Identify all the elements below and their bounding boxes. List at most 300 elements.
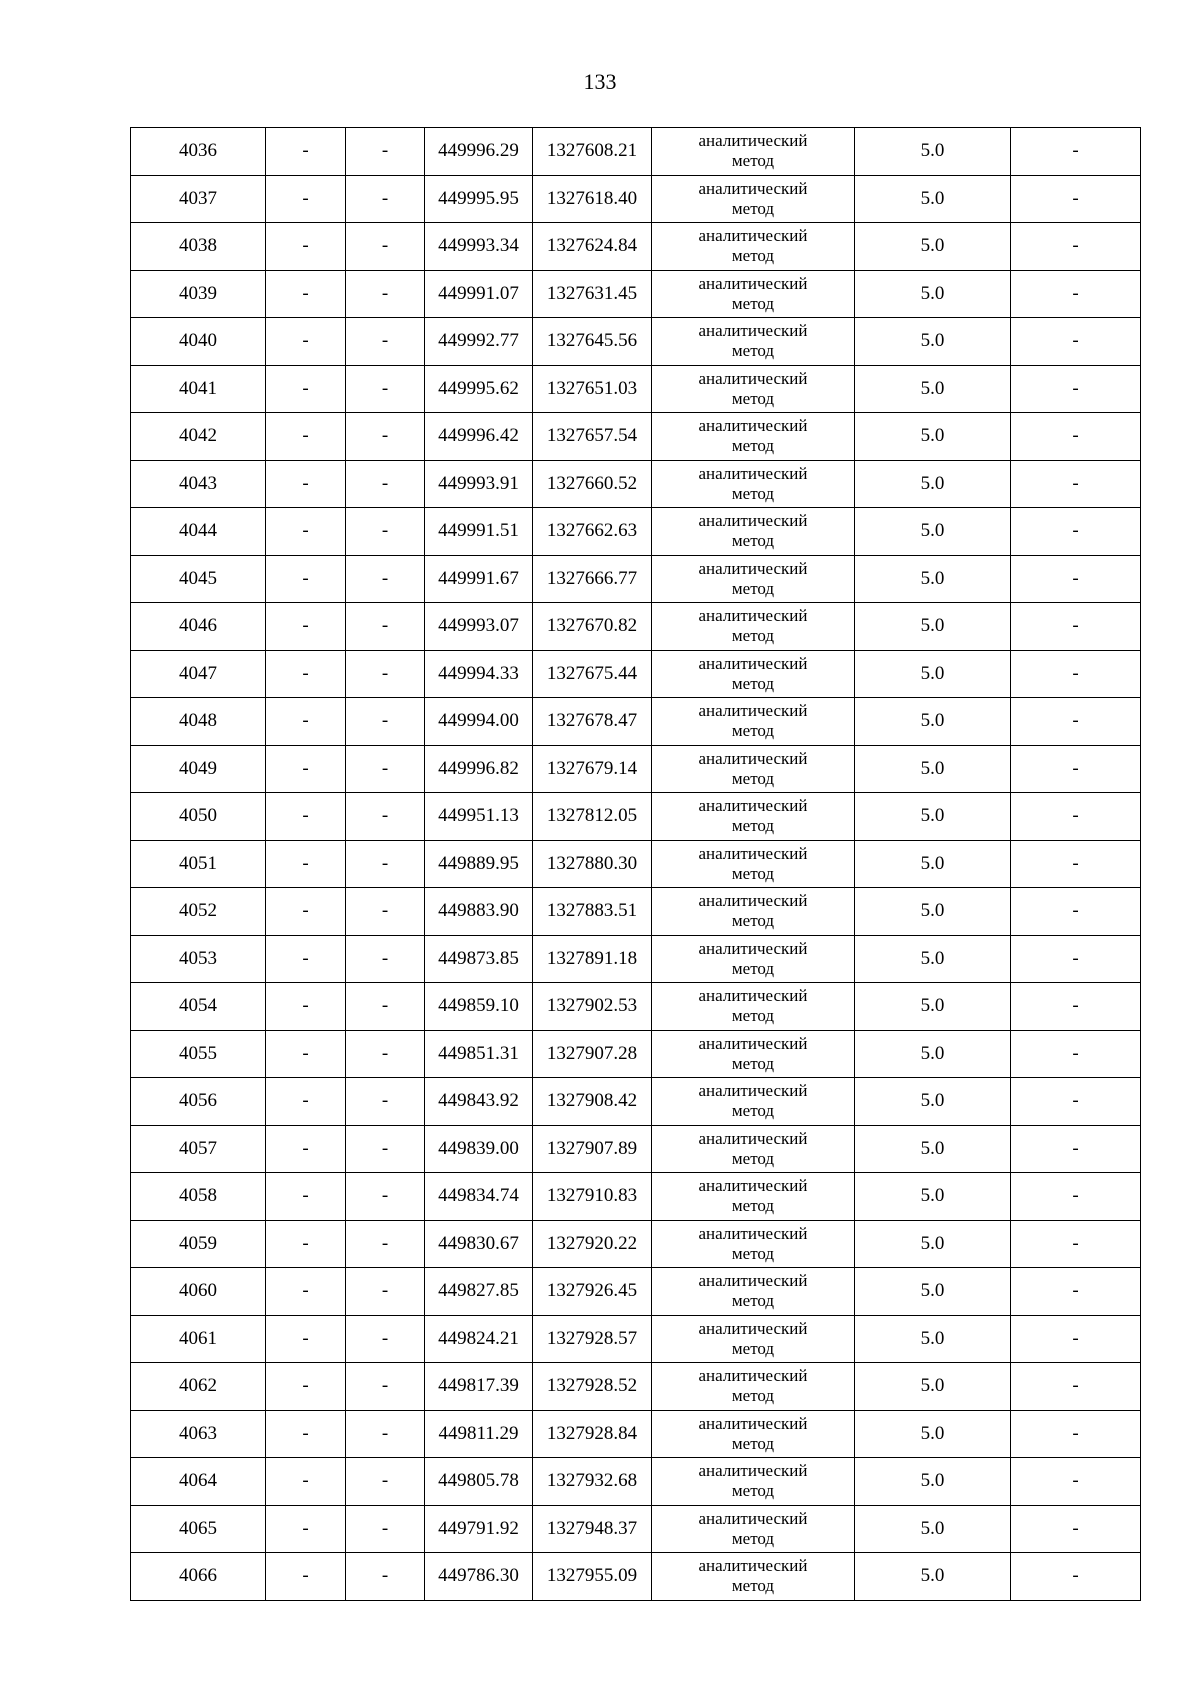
accuracy-cell: 5.0: [855, 603, 1011, 651]
empty-column-3-cell: -: [346, 793, 425, 841]
y-coordinate-cell: 1327624.84: [533, 223, 652, 271]
empty-column-2-cell: -: [266, 1030, 346, 1078]
method-text-line-1: аналитический: [698, 891, 808, 911]
x-coordinate-cell: 449839.00: [425, 1125, 533, 1173]
y-coordinate-cell: 1327948.37: [533, 1505, 652, 1553]
method-text-line-2: метод: [731, 1338, 775, 1358]
empty-column-8-cell: -: [1011, 745, 1141, 793]
table-row: [131, 508, 1141, 556]
empty-column-8-cell: -: [1011, 413, 1141, 461]
method-text-line-1: аналитический: [698, 796, 808, 816]
x-coordinate-cell: 449873.85: [425, 935, 533, 983]
point-number-cell: 4064: [131, 1458, 266, 1506]
accuracy-cell: 5.0: [855, 935, 1011, 983]
empty-column-3-cell: -: [346, 1173, 425, 1221]
empty-column-3-cell: -: [346, 935, 425, 983]
method-text-line-2: метод: [731, 816, 775, 836]
method-text-line-1: аналитический: [698, 653, 808, 673]
x-coordinate-cell: 449827.85: [425, 1268, 533, 1316]
method-text-line-1: аналитический: [698, 1271, 808, 1291]
method-text-line-2: метод: [731, 958, 775, 978]
method-text-line-2: метод: [731, 1576, 775, 1596]
table-row: [131, 1315, 1141, 1363]
method-text-line-1: аналитический: [698, 1556, 808, 1576]
y-coordinate-cell: 1327670.82: [533, 603, 652, 651]
empty-column-2-cell: -: [266, 413, 346, 461]
table-row: [131, 1125, 1141, 1173]
method-cell: [652, 1268, 855, 1316]
method-cell: [652, 603, 855, 651]
method-cell: [652, 983, 855, 1031]
y-coordinate-cell: 1327645.56: [533, 318, 652, 366]
method-text-line-1: аналитический: [698, 368, 808, 388]
method-text-line-1: аналитический: [698, 606, 808, 626]
empty-column-3-cell: -: [346, 840, 425, 888]
point-number-cell: 4061: [131, 1315, 266, 1363]
empty-column-3-cell: -: [346, 1363, 425, 1411]
table-row: [131, 270, 1141, 318]
x-coordinate-cell: 449824.21: [425, 1315, 533, 1363]
point-number-cell: 4044: [131, 508, 266, 556]
method-text-line-1: аналитический: [698, 178, 808, 198]
accuracy-cell: 5.0: [855, 1458, 1011, 1506]
method-cell: [652, 650, 855, 698]
method-text-line-2: метод: [731, 531, 775, 551]
table-row: [131, 413, 1141, 461]
method-cell: [652, 555, 855, 603]
x-coordinate-cell: 449995.62: [425, 365, 533, 413]
y-coordinate-cell: 1327666.77: [533, 555, 652, 603]
empty-column-2-cell: -: [266, 1410, 346, 1458]
method-text-line-1: аналитический: [698, 1366, 808, 1386]
method-text-line-2: метод: [731, 246, 775, 266]
method-text-line-2: метод: [731, 1386, 775, 1406]
empty-column-8-cell: -: [1011, 603, 1141, 651]
x-coordinate-cell: 449996.29: [425, 128, 533, 176]
method-text-line-1: аналитический: [698, 511, 808, 531]
y-coordinate-cell: 1327651.03: [533, 365, 652, 413]
empty-column-2-cell: -: [266, 1125, 346, 1173]
method-text-line-1: аналитический: [698, 558, 808, 578]
accuracy-cell: 5.0: [855, 413, 1011, 461]
accuracy-cell: 5.0: [855, 1363, 1011, 1411]
empty-column-2-cell: -: [266, 935, 346, 983]
method-text-line-2: метод: [731, 151, 775, 171]
x-coordinate-cell: 449830.67: [425, 1220, 533, 1268]
coordinates-table-body: [131, 128, 1141, 1601]
empty-column-3-cell: -: [346, 983, 425, 1031]
x-coordinate-cell: 449791.92: [425, 1505, 533, 1553]
method-text-line-1: аналитический: [698, 701, 808, 721]
empty-column-8-cell: -: [1011, 270, 1141, 318]
x-coordinate-cell: 449994.00: [425, 698, 533, 746]
empty-column-2-cell: -: [266, 128, 346, 176]
empty-column-2-cell: -: [266, 508, 346, 556]
accuracy-cell: 5.0: [855, 1315, 1011, 1363]
accuracy-cell: 5.0: [855, 1505, 1011, 1553]
y-coordinate-cell: 1327880.30: [533, 840, 652, 888]
empty-column-3-cell: -: [346, 745, 425, 793]
table-row: [131, 1173, 1141, 1221]
x-coordinate-cell: 449883.90: [425, 888, 533, 936]
table-row: [131, 935, 1141, 983]
method-text-line-2: метод: [731, 1291, 775, 1311]
method-cell: [652, 1553, 855, 1601]
table-row: [131, 223, 1141, 271]
empty-column-8-cell: -: [1011, 1125, 1141, 1173]
x-coordinate-cell: 449991.67: [425, 555, 533, 603]
method-text-line-2: метод: [731, 768, 775, 788]
method-cell: [652, 365, 855, 413]
empty-column-8-cell: -: [1011, 983, 1141, 1031]
point-number-cell: 4054: [131, 983, 266, 1031]
x-coordinate-cell: 449951.13: [425, 793, 533, 841]
x-coordinate-cell: 449996.42: [425, 413, 533, 461]
empty-column-3-cell: -: [346, 698, 425, 746]
y-coordinate-cell: 1327618.40: [533, 175, 652, 223]
x-coordinate-cell: 449993.34: [425, 223, 533, 271]
empty-column-2-cell: -: [266, 1078, 346, 1126]
accuracy-cell: 5.0: [855, 318, 1011, 366]
empty-column-2-cell: -: [266, 555, 346, 603]
accuracy-cell: 5.0: [855, 1410, 1011, 1458]
method-text-line-1: аналитический: [698, 416, 808, 436]
method-cell: [652, 460, 855, 508]
method-text-line-2: метод: [731, 1481, 775, 1501]
empty-column-8-cell: -: [1011, 555, 1141, 603]
x-coordinate-cell: 449859.10: [425, 983, 533, 1031]
y-coordinate-cell: 1327907.89: [533, 1125, 652, 1173]
method-text-line-1: аналитический: [698, 1176, 808, 1196]
x-coordinate-cell: 449843.92: [425, 1078, 533, 1126]
empty-column-8-cell: -: [1011, 1220, 1141, 1268]
empty-column-2-cell: -: [266, 365, 346, 413]
method-text-line-1: аналитический: [698, 938, 808, 958]
method-cell: [652, 270, 855, 318]
accuracy-cell: 5.0: [855, 1078, 1011, 1126]
empty-column-8-cell: -: [1011, 1410, 1141, 1458]
page-number: 133: [583, 69, 617, 94]
x-coordinate-cell: 449817.39: [425, 1363, 533, 1411]
empty-column-3-cell: -: [346, 1553, 425, 1601]
empty-column-3-cell: -: [346, 460, 425, 508]
empty-column-3-cell: -: [346, 650, 425, 698]
empty-column-8-cell: -: [1011, 1315, 1141, 1363]
empty-column-3-cell: -: [346, 555, 425, 603]
table-row: [131, 1505, 1141, 1553]
y-coordinate-cell: 1327891.18: [533, 935, 652, 983]
method-cell: [652, 223, 855, 271]
method-text-line-2: метод: [731, 1101, 775, 1121]
method-text-line-2: метод: [731, 1006, 775, 1026]
point-number-cell: 4056: [131, 1078, 266, 1126]
method-cell: [652, 1173, 855, 1221]
accuracy-cell: 5.0: [855, 1030, 1011, 1078]
empty-column-8-cell: -: [1011, 698, 1141, 746]
method-cell: [652, 1410, 855, 1458]
y-coordinate-cell: 1327928.57: [533, 1315, 652, 1363]
method-text-line-1: аналитический: [698, 463, 808, 483]
x-coordinate-cell: 449805.78: [425, 1458, 533, 1506]
table-row: [131, 793, 1141, 841]
point-number-cell: 4060: [131, 1268, 266, 1316]
method-cell: [652, 935, 855, 983]
empty-column-2-cell: -: [266, 318, 346, 366]
empty-column-8-cell: -: [1011, 840, 1141, 888]
empty-column-3-cell: -: [346, 603, 425, 651]
y-coordinate-cell: 1327908.42: [533, 1078, 652, 1126]
empty-column-8-cell: -: [1011, 650, 1141, 698]
method-cell: [652, 1315, 855, 1363]
point-number-cell: 4050: [131, 793, 266, 841]
empty-column-3-cell: -: [346, 365, 425, 413]
empty-column-3-cell: -: [346, 1220, 425, 1268]
table-row: [131, 555, 1141, 603]
method-text-line-1: аналитический: [698, 321, 808, 341]
empty-column-8-cell: -: [1011, 1553, 1141, 1601]
table-row: [131, 1553, 1141, 1601]
empty-column-8-cell: -: [1011, 935, 1141, 983]
empty-column-8-cell: -: [1011, 460, 1141, 508]
method-text-line-1: аналитический: [698, 843, 808, 863]
accuracy-cell: 5.0: [855, 1125, 1011, 1173]
method-text-line-2: метод: [731, 436, 775, 456]
method-text-line-2: метод: [731, 1433, 775, 1453]
point-number-cell: 4059: [131, 1220, 266, 1268]
empty-column-2-cell: -: [266, 745, 346, 793]
y-coordinate-cell: 1327920.22: [533, 1220, 652, 1268]
method-text-line-1: аналитический: [698, 1461, 808, 1481]
empty-column-8-cell: -: [1011, 793, 1141, 841]
empty-column-3-cell: -: [346, 175, 425, 223]
y-coordinate-cell: 1327812.05: [533, 793, 652, 841]
empty-column-3-cell: -: [346, 1125, 425, 1173]
empty-column-3-cell: -: [346, 508, 425, 556]
empty-column-2-cell: -: [266, 1268, 346, 1316]
point-number-cell: 4046: [131, 603, 266, 651]
method-text-line-2: метод: [731, 626, 775, 646]
point-number-cell: 4058: [131, 1173, 266, 1221]
method-text-line-1: аналитический: [698, 748, 808, 768]
y-coordinate-cell: 1327928.52: [533, 1363, 652, 1411]
empty-column-2-cell: -: [266, 460, 346, 508]
point-number-cell: 4052: [131, 888, 266, 936]
empty-column-2-cell: -: [266, 1505, 346, 1553]
table-row: [131, 175, 1141, 223]
point-number-cell: 4036: [131, 128, 266, 176]
method-text-line-1: аналитический: [698, 226, 808, 246]
point-number-cell: 4066: [131, 1553, 266, 1601]
table-row: [131, 128, 1141, 176]
empty-column-3-cell: -: [346, 413, 425, 461]
empty-column-8-cell: -: [1011, 223, 1141, 271]
table-row: [131, 1363, 1141, 1411]
table-row: [131, 1030, 1141, 1078]
accuracy-cell: 5.0: [855, 175, 1011, 223]
table-row: [131, 603, 1141, 651]
point-number-cell: 4045: [131, 555, 266, 603]
y-coordinate-cell: 1327679.14: [533, 745, 652, 793]
point-number-cell: 4055: [131, 1030, 266, 1078]
table-row: [131, 698, 1141, 746]
method-text-line-2: метод: [731, 483, 775, 503]
x-coordinate-cell: 449995.95: [425, 175, 533, 223]
empty-column-2-cell: -: [266, 1220, 346, 1268]
accuracy-cell: 5.0: [855, 128, 1011, 176]
point-number-cell: 4038: [131, 223, 266, 271]
table-row: [131, 1458, 1141, 1506]
x-coordinate-cell: 449991.07: [425, 270, 533, 318]
x-coordinate-cell: 449993.91: [425, 460, 533, 508]
point-number-cell: 4037: [131, 175, 266, 223]
x-coordinate-cell: 449993.07: [425, 603, 533, 651]
method-cell: [652, 698, 855, 746]
method-text-line-1: аналитический: [698, 1223, 808, 1243]
empty-column-2-cell: -: [266, 1553, 346, 1601]
empty-column-3-cell: -: [346, 318, 425, 366]
table-row: [131, 650, 1141, 698]
y-coordinate-cell: 1327926.45: [533, 1268, 652, 1316]
y-coordinate-cell: 1327928.84: [533, 1410, 652, 1458]
empty-column-8-cell: -: [1011, 888, 1141, 936]
x-coordinate-cell: 449994.33: [425, 650, 533, 698]
method-text-line-2: метод: [731, 1528, 775, 1548]
method-cell: [652, 1220, 855, 1268]
table-row: [131, 840, 1141, 888]
method-cell: [652, 1505, 855, 1553]
empty-column-3-cell: -: [346, 223, 425, 271]
accuracy-cell: 5.0: [855, 508, 1011, 556]
method-cell: [652, 1125, 855, 1173]
empty-column-8-cell: -: [1011, 1458, 1141, 1506]
empty-column-2-cell: -: [266, 603, 346, 651]
y-coordinate-cell: 1327678.47: [533, 698, 652, 746]
accuracy-cell: 5.0: [855, 888, 1011, 936]
y-coordinate-cell: 1327883.51: [533, 888, 652, 936]
point-number-cell: 4041: [131, 365, 266, 413]
point-number-cell: 4042: [131, 413, 266, 461]
point-number-cell: 4043: [131, 460, 266, 508]
empty-column-2-cell: -: [266, 650, 346, 698]
method-text-line-1: аналитический: [698, 1413, 808, 1433]
x-coordinate-cell: 449889.95: [425, 840, 533, 888]
method-text-line-2: метод: [731, 341, 775, 361]
empty-column-2-cell: -: [266, 223, 346, 271]
method-text-line-1: аналитический: [698, 986, 808, 1006]
accuracy-cell: 5.0: [855, 840, 1011, 888]
accuracy-cell: 5.0: [855, 1268, 1011, 1316]
empty-column-2-cell: -: [266, 698, 346, 746]
empty-column-2-cell: -: [266, 1173, 346, 1221]
empty-column-3-cell: -: [346, 1030, 425, 1078]
accuracy-cell: 5.0: [855, 555, 1011, 603]
y-coordinate-cell: 1327608.21: [533, 128, 652, 176]
method-text-line-2: метод: [731, 1243, 775, 1263]
empty-column-2-cell: -: [266, 175, 346, 223]
empty-column-2-cell: -: [266, 1363, 346, 1411]
coordinates-table: [130, 127, 1141, 1601]
empty-column-2-cell: -: [266, 1458, 346, 1506]
accuracy-cell: 5.0: [855, 698, 1011, 746]
method-cell: [652, 128, 855, 176]
method-text-line-1: аналитический: [698, 1128, 808, 1148]
x-coordinate-cell: 449834.74: [425, 1173, 533, 1221]
table-row: [131, 888, 1141, 936]
empty-column-8-cell: -: [1011, 175, 1141, 223]
empty-column-8-cell: -: [1011, 1363, 1141, 1411]
method-text-line-2: метод: [731, 911, 775, 931]
y-coordinate-cell: 1327902.53: [533, 983, 652, 1031]
method-text-line-2: метод: [731, 198, 775, 218]
point-number-cell: 4062: [131, 1363, 266, 1411]
accuracy-cell: 5.0: [855, 365, 1011, 413]
table-row: [131, 1220, 1141, 1268]
empty-column-3-cell: -: [346, 1268, 425, 1316]
method-text-line-2: метод: [731, 673, 775, 693]
point-number-cell: 4047: [131, 650, 266, 698]
method-cell: [652, 508, 855, 556]
y-coordinate-cell: 1327907.28: [533, 1030, 652, 1078]
table-row: [131, 983, 1141, 1031]
method-cell: [652, 745, 855, 793]
empty-column-8-cell: -: [1011, 1505, 1141, 1553]
y-coordinate-cell: 1327910.83: [533, 1173, 652, 1221]
empty-column-8-cell: -: [1011, 365, 1141, 413]
y-coordinate-cell: 1327657.54: [533, 413, 652, 461]
y-coordinate-cell: 1327932.68: [533, 1458, 652, 1506]
method-text-line-2: метод: [731, 1196, 775, 1216]
point-number-cell: 4063: [131, 1410, 266, 1458]
method-text-line-2: метод: [731, 388, 775, 408]
method-text-line-2: метод: [731, 1053, 775, 1073]
table-row: [131, 1410, 1141, 1458]
empty-column-3-cell: -: [346, 1458, 425, 1506]
x-coordinate-cell: 449991.51: [425, 508, 533, 556]
x-coordinate-cell: 449996.82: [425, 745, 533, 793]
table-row: [131, 745, 1141, 793]
point-number-cell: 4039: [131, 270, 266, 318]
point-number-cell: 4057: [131, 1125, 266, 1173]
empty-column-3-cell: -: [346, 128, 425, 176]
point-number-cell: 4040: [131, 318, 266, 366]
x-coordinate-cell: 449786.30: [425, 1553, 533, 1601]
point-number-cell: 4049: [131, 745, 266, 793]
x-coordinate-cell: 449811.29: [425, 1410, 533, 1458]
empty-column-2-cell: -: [266, 888, 346, 936]
accuracy-cell: 5.0: [855, 650, 1011, 698]
accuracy-cell: 5.0: [855, 983, 1011, 1031]
method-text-line-1: аналитический: [698, 1318, 808, 1338]
empty-column-8-cell: -: [1011, 1078, 1141, 1126]
empty-column-8-cell: -: [1011, 1173, 1141, 1221]
method-cell: [652, 888, 855, 936]
method-cell: [652, 175, 855, 223]
method-cell: [652, 840, 855, 888]
point-number-cell: 4051: [131, 840, 266, 888]
accuracy-cell: 5.0: [855, 1173, 1011, 1221]
method-text-line-2: метод: [731, 1148, 775, 1168]
table-row: [131, 1078, 1141, 1126]
method-cell: [652, 1078, 855, 1126]
empty-column-3-cell: -: [346, 1505, 425, 1553]
empty-column-2-cell: -: [266, 1315, 346, 1363]
empty-column-8-cell: -: [1011, 1268, 1141, 1316]
point-number-cell: 4048: [131, 698, 266, 746]
method-cell: [652, 413, 855, 461]
accuracy-cell: 5.0: [855, 1220, 1011, 1268]
x-coordinate-cell: 449992.77: [425, 318, 533, 366]
method-text-line-1: аналитический: [698, 131, 808, 151]
